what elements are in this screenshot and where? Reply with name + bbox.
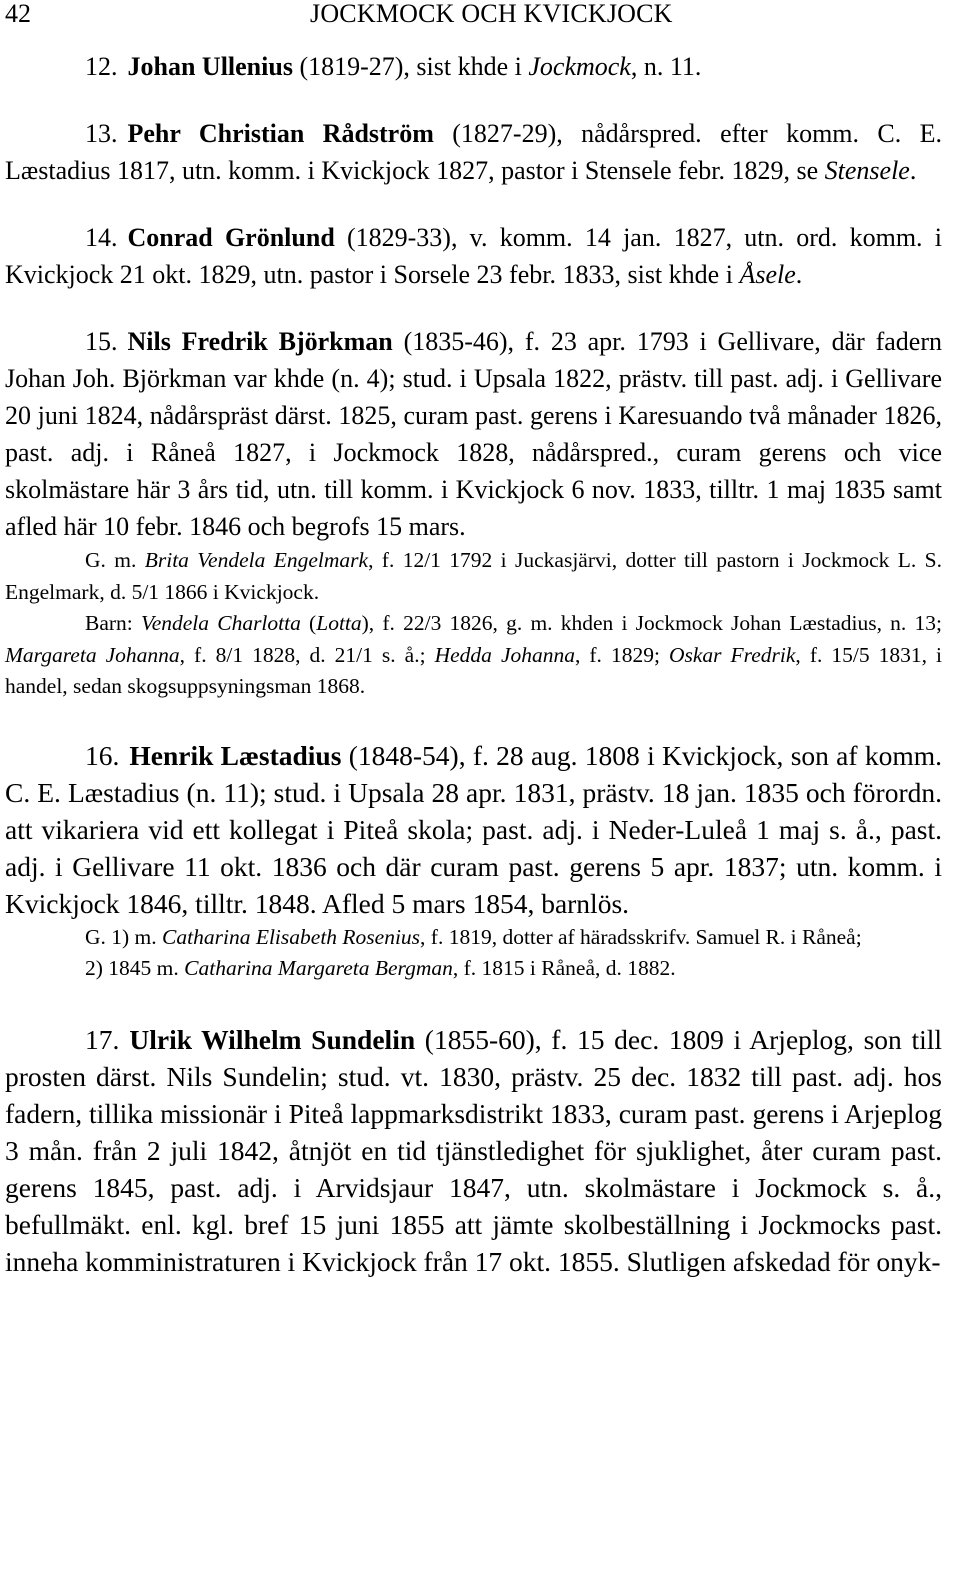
entry-paragraph: 15. Nils Fredrik Björkman (1835-46), f. 23 apr. 1793 i Gellivare, där fadern Johan Joh. Björkman var khde (n. 4); stud. i Upsala 1822, prästv. till past. adj. i Gellivare 20 juni 1824, nådårspräst därst. 1825, curam past. gerens i Karesuando två månader 1826, past. adj. i Råneå 1827, i Jockmock 1828, nådårspred., curam gerens och vice skolmästare här 3 års tid, utn. till komm. i Kvickjock 6 nov. 1833, tilltr. 1 maj 1835 samt afled här 10 febr. 1846 och begrofs 15 mars. bbox=[5, 327, 942, 541]
entry-17 bbox=[5, 1021, 942, 1280]
entry-15 bbox=[5, 323, 942, 703]
person-name: Conrad Grönlund bbox=[127, 223, 335, 252]
entry-number: 16. bbox=[85, 739, 120, 771]
person-name: Henrik Læstadius bbox=[129, 739, 342, 771]
person-name: Ulrik Wilhelm Sundelin bbox=[129, 1023, 416, 1055]
entry-paragraph: 12. Johan Ullenius (1819-27), sist khde i Jockmock, n. 11. bbox=[85, 52, 702, 81]
entry-paragraph: 13. Pehr Christian Rådström (1827-29), nådårspred. efter komm. C. E. Læstadius 1817, utn. komm. i Kvickjock 1827, pastor i Stensele febr. 1829, se Stensele. bbox=[5, 119, 942, 185]
entry-paragraph: 17. Ulrik Wilhelm Sundelin (1855-60), f. 15 dec. 1809 i Arjeplog, son till prosten därst. Nils Sundelin; stud. vt. 1830, prästv. 25 dec. 1832 till past. adj. hos fadern, tillika missionär i Piteå lappmarksdistrikt 1833, curam past. gerens i Arjeplog 3 mån. från 2 juli 1842, åtnjöt en tid tjänstledighet för sjuklighet, åter curam past. gerens 1845, past. adj. i Arvidsjaur 1847, utn. skolmästare i Jockmock s. å., befullmäkt. enl. kgl. bref 15 juni 1855 att jämte skolbeställning i Jockmocks past. inneha komministraturen i Kvickjock från 17 okt. 1855. Slutligen afskedad för onyk- bbox=[5, 1023, 943, 1277]
marriage-note: 2) 1845 m. Catharina Margareta Bergman, f. 1815 i Råneå, d. 1882. bbox=[85, 956, 676, 980]
entry-number: 15. bbox=[85, 327, 118, 356]
entry-13 bbox=[5, 115, 942, 189]
entry-number: 17. bbox=[85, 1023, 120, 1055]
person-name: Pehr Christian Rådström bbox=[127, 119, 434, 148]
marriage-note: G. 1) m. Catharina Elisabeth Rosenius, f. 1819, dotter af häradsskrifv. Samuel R. i Råneå; bbox=[85, 924, 862, 949]
entry-paragraph: 16. Henrik Læstadius (1848-54), f. 28 aug. 1808 i Kvickjock, son af komm. C. E. Læstadius (n. 11); stud. i Upsala 28 apr. 1831, prästv. 18 jan. 1835 och förordn. att vikariera vid ett kollegat i Piteå skola; past. adj. i Neder-Luleå 1 maj s. å., past. adj. i Gellivare 11 okt. 1836 och där curam past. gerens 5 apr. 1837; utn. komm. i Kvickjock 1846, tilltr. 1848. Afled 5 mars 1854, barnlös. bbox=[5, 739, 942, 919]
entry-14 bbox=[5, 219, 942, 293]
entry-number: 12. bbox=[85, 52, 118, 81]
marriage-note: G. m. Brita Vendela Engelmark, f. 12/1 1792 i Juckasjärvi, dotter till pastorn i Jockmock L. S. Engelmark, d. 5/1 1866 i Kvickjock. bbox=[5, 548, 942, 604]
running-header bbox=[5, 0, 942, 30]
entry-paragraph: 14. Conrad Grönlund (1829-33), v. komm. 14 jan. 1827, utn. ord. komm. i Kvickjock 21 okt. 1829, utn. pastor i Sorsele 23 febr. 1833, sist khde i Åsele. bbox=[5, 223, 942, 289]
entry-number: 13. bbox=[85, 119, 118, 148]
running-title: JOCKMOCK OCH KVICKJOCK bbox=[310, 0, 673, 28]
person-name: Nils Fredrik Björkman bbox=[127, 327, 393, 356]
children-note: Barn: Vendela Charlotta (Lotta), f. 22/3 1826, g. m. khden i Jockmock Johan Læstadius, n. 13; Margareta Johanna, f. 8/1 1828, d. 21/1 s. å.; Hedda Johanna, f. 1829; Oskar Fredrik, f. 15/5 1831, i handel, sedan skogsuppsyningsman 1868. bbox=[5, 611, 943, 698]
entry-number: 14. bbox=[85, 223, 118, 252]
entry-16 bbox=[5, 737, 942, 985]
entry-12 bbox=[5, 48, 942, 85]
person-name: Johan Ullenius bbox=[127, 52, 293, 81]
page-number: 42 bbox=[5, 0, 31, 28]
